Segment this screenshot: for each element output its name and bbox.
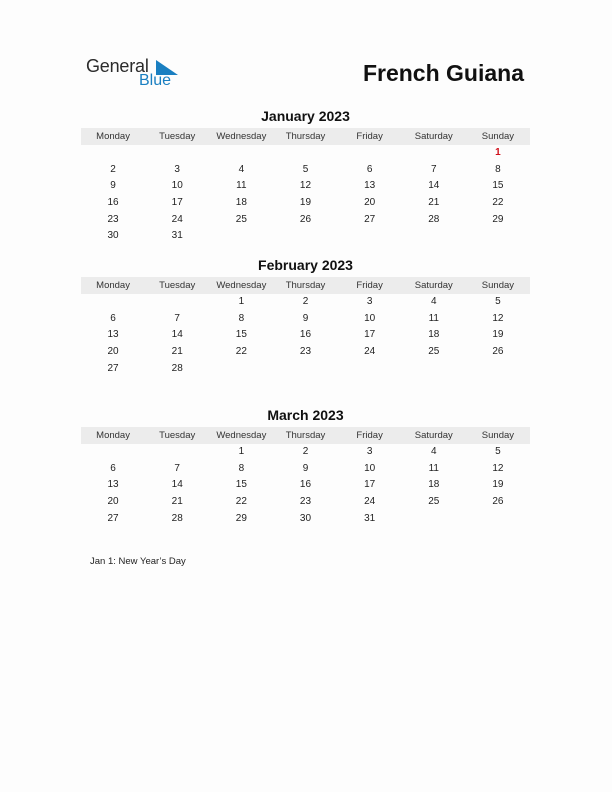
month-calendar — [81, 406, 530, 527]
day-cell: 27 — [107, 512, 119, 524]
day-cell: 9 — [302, 462, 309, 474]
empty-day-cell — [145, 444, 209, 461]
day-cell: 5 — [495, 446, 501, 457]
empty-day-cell — [338, 145, 402, 162]
day-cell: 13 — [107, 479, 119, 491]
day-cell: 26 — [492, 496, 504, 508]
day-cell: 9 — [110, 180, 116, 192]
empty-day-cell — [81, 294, 145, 311]
day-cell: 30 — [107, 230, 119, 242]
day-cell: 31 — [171, 230, 183, 242]
day-cell: 16 — [107, 197, 119, 209]
day-cell: 22 — [235, 346, 247, 358]
day-cell: 15 — [492, 180, 504, 192]
day-cell: 7 — [174, 312, 180, 324]
weekday-label: Wednesday — [216, 280, 267, 291]
day-cell: 19 — [492, 479, 504, 491]
day-cell: 14 — [171, 479, 183, 491]
day-cell: 23 — [299, 496, 312, 508]
day-cell: 1 — [238, 296, 245, 307]
week-row — [81, 511, 530, 528]
week-row — [81, 178, 530, 195]
day-cell: 27 — [364, 213, 376, 225]
day-cell: 11 — [428, 312, 439, 324]
day-cell: 24 — [364, 496, 376, 508]
empty-day-cell — [273, 361, 337, 378]
day-cell: 18 — [428, 479, 440, 491]
week-row — [81, 228, 530, 245]
day-cell: 10 — [364, 312, 376, 324]
day-cell: 28 — [428, 213, 440, 225]
generalblue-logo — [86, 56, 196, 92]
empty-day-cell — [402, 511, 466, 528]
day-cell: 17 — [364, 329, 376, 341]
day-cell: 3 — [366, 446, 373, 457]
day-cell: 6 — [366, 163, 373, 175]
day-cell: 6 — [110, 462, 116, 474]
day-cell: 8 — [238, 312, 245, 324]
week-row — [81, 494, 530, 511]
day-cell: 26 — [299, 213, 312, 225]
day-cell: 24 — [364, 346, 376, 358]
empty-day-cell — [402, 228, 466, 245]
weekday-header-row — [81, 277, 530, 294]
weekday-label: Sunday — [481, 280, 515, 291]
day-cell: 25 — [428, 346, 440, 358]
weekday-label: Monday — [96, 280, 130, 291]
weekday-header-row — [81, 128, 530, 145]
day-cell: 13 — [107, 329, 119, 341]
week-row — [81, 344, 530, 361]
weekday-label: Tuesday — [159, 430, 196, 441]
day-cell: 20 — [107, 496, 119, 508]
month-title: March 2023 — [267, 407, 344, 423]
weekday-label: Saturday — [414, 131, 453, 142]
day-cell: 12 — [492, 462, 504, 474]
day-cell: 14 — [428, 180, 440, 192]
empty-day-cell — [273, 228, 337, 245]
day-cell: 16 — [299, 479, 312, 491]
week-row — [81, 294, 530, 311]
month-title: February 2023 — [258, 257, 353, 273]
weekday-label: Wednesday — [216, 430, 267, 441]
day-cell: 4 — [238, 163, 245, 175]
week-row — [81, 212, 530, 229]
day-cell: 21 — [171, 496, 183, 508]
day-cell: 29 — [492, 213, 504, 225]
empty-day-cell — [209, 361, 273, 378]
empty-day-cell — [145, 145, 209, 162]
week-row — [81, 311, 530, 328]
weekday-label: Sunday — [481, 131, 515, 142]
day-cell: 18 — [428, 329, 440, 341]
empty-day-cell — [466, 361, 530, 378]
day-cell: 19 — [299, 197, 312, 209]
week-row — [81, 444, 530, 461]
day-cell: 21 — [171, 346, 183, 358]
empty-day-cell — [81, 145, 145, 162]
country-title: French Guiana — [362, 60, 524, 86]
empty-day-cell — [402, 361, 466, 378]
day-cell: 12 — [299, 180, 312, 192]
day-cell: 3 — [366, 296, 373, 307]
week-row — [81, 361, 530, 378]
day-cell: 2 — [110, 163, 116, 175]
day-cell: 22 — [235, 496, 247, 508]
day-cell: 19 — [492, 329, 504, 341]
day-cell: 17 — [171, 197, 183, 209]
day-cell: 18 — [235, 197, 247, 209]
weekday-label: Monday — [96, 131, 130, 142]
day-cell: 23 — [299, 346, 312, 358]
day-cell: 20 — [107, 346, 119, 358]
day-cell: 22 — [492, 197, 504, 209]
weekday-label: Friday — [356, 280, 383, 291]
day-cell: 16 — [299, 329, 312, 341]
logo-word-blue: Blue — [139, 72, 172, 89]
day-cell: 4 — [430, 296, 437, 307]
day-cell: 24 — [171, 213, 183, 225]
day-cell: 29 — [235, 512, 247, 524]
day-cell: 23 — [107, 213, 119, 225]
day-cell: 13 — [364, 180, 376, 192]
day-cell: 6 — [110, 312, 116, 324]
weekday-label: Monday — [96, 430, 130, 441]
day-cell: 10 — [364, 462, 376, 474]
day-cell: 12 — [492, 312, 504, 324]
empty-day-cell — [209, 228, 273, 245]
week-row — [81, 327, 530, 344]
day-cell: 28 — [171, 362, 183, 374]
empty-day-cell — [273, 145, 337, 162]
week-row — [81, 195, 530, 212]
weekday-label: Tuesday — [159, 280, 196, 291]
day-cell: 7 — [174, 462, 180, 474]
weekday-label: Saturday — [414, 430, 453, 441]
week-row — [81, 461, 530, 478]
weekday-label: Tuesday — [159, 131, 196, 142]
day-cell: 8 — [495, 163, 501, 175]
day-cell: 26 — [492, 346, 504, 358]
weekday-label: Wednesday — [216, 131, 267, 142]
day-cell: 1 — [495, 147, 501, 158]
weekday-label: Thursday — [285, 430, 326, 441]
day-cell: 8 — [238, 462, 245, 474]
weekday-header-row — [81, 427, 530, 444]
day-cell: 17 — [364, 479, 376, 491]
day-cell: 14 — [171, 329, 183, 341]
logo-word-general: General — [86, 56, 149, 76]
day-cell: 25 — [235, 213, 247, 225]
day-cell: 7 — [430, 163, 437, 175]
day-cell: 20 — [364, 197, 376, 209]
empty-day-cell — [402, 145, 466, 162]
weekday-label: Friday — [356, 131, 383, 142]
month-title: January 2023 — [261, 108, 350, 124]
day-cell: 15 — [235, 329, 247, 341]
day-cell: 31 — [364, 512, 376, 524]
weekday-label: Friday — [356, 430, 383, 441]
weekday-label: Saturday — [414, 280, 453, 291]
day-cell: 1 — [238, 446, 245, 457]
day-cell: 5 — [302, 163, 309, 175]
empty-day-cell — [81, 444, 145, 461]
empty-day-cell — [466, 228, 530, 245]
day-cell: 9 — [302, 312, 309, 324]
holiday-notes: Jan 1: New Year’s Day — [90, 556, 186, 567]
week-row — [81, 477, 530, 494]
day-cell: 28 — [171, 512, 183, 524]
day-cell: 10 — [171, 180, 183, 192]
day-cell: 25 — [428, 496, 440, 508]
month-calendar — [81, 256, 530, 377]
empty-day-cell — [145, 294, 209, 311]
empty-day-cell — [209, 145, 273, 162]
empty-day-cell — [338, 361, 402, 378]
day-cell: 3 — [174, 163, 180, 175]
weekday-label: Thursday — [285, 131, 326, 142]
day-cell: 4 — [430, 446, 437, 457]
day-cell: 2 — [302, 296, 309, 307]
day-cell: 30 — [299, 512, 312, 524]
day-cell: 2 — [302, 446, 309, 457]
day-cell: 11 — [428, 462, 439, 474]
day-cell: 27 — [107, 362, 119, 374]
day-cell: 5 — [495, 296, 501, 307]
weekday-label: Thursday — [285, 280, 326, 291]
day-cell: 15 — [235, 479, 247, 491]
day-cell: 11 — [236, 180, 247, 192]
day-cell: 21 — [428, 197, 440, 209]
week-row — [81, 145, 530, 162]
week-row — [81, 162, 530, 179]
empty-day-cell — [338, 228, 402, 245]
weekday-label: Sunday — [481, 430, 515, 441]
month-calendar — [81, 107, 530, 245]
empty-day-cell — [466, 511, 530, 528]
